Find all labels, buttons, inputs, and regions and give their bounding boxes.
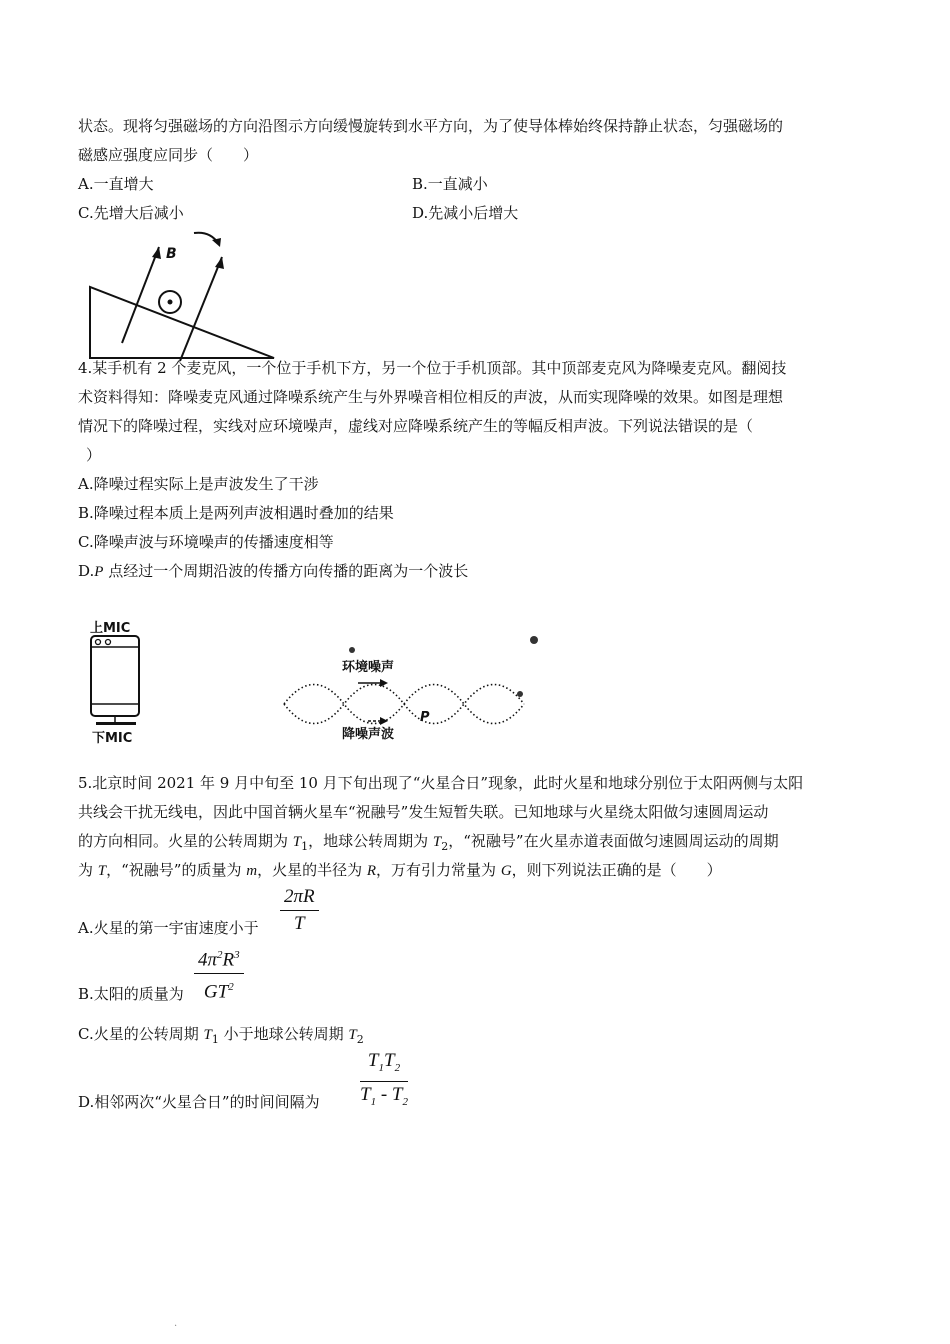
q3-option-d: D.先减小后增大 — [412, 204, 519, 222]
q5-stem-line2: 共线会干扰无线电，因此中国首辆火星车“祝融号”发生短暂失联。已知地球与火星绕太阳做匀速圆周运动 — [78, 803, 769, 821]
q5-option-c: C.火星的公转周期 $T_1$ 小于地球公转周期 $T_2$ — [78, 1025, 364, 1046]
bottom-mic-label: 下MIC — [92, 731, 133, 746]
top-mic-label: 上MIC — [90, 621, 131, 636]
q3-stem-line2: 磁感应强度应同步（ ） — [78, 146, 259, 164]
q3-stem-line1: 状态。现将匀强磁场的方向沿图示方向缓慢旋转到水平方向，为了使导体棒始终保持静止状态，匀强磁场的 — [78, 117, 784, 135]
q3-option-a: A.一直增大 — [78, 175, 154, 193]
point-p-label: P — [420, 710, 430, 725]
q5-option-d-fraction: $\frac{T_1T_2}{T_1 - T_2}$ — [360, 1050, 408, 1108]
q4-stem-line4: ） — [86, 446, 102, 464]
q4-option-c: C.降噪声波与环境噪声的传播速度相等 — [78, 533, 334, 551]
cancel-noise-label: 降噪声波 — [342, 727, 395, 742]
env-noise-label: 环境噪声 — [342, 660, 395, 675]
q4-stem-line1: 4.某手机有 2 个麦克风，一个位于手机下方，另一个位于手机顶部。其中顶部麦克风为降噪麦克风。翻阅技 — [78, 359, 787, 377]
q3-option-c: C.先增大后减小 — [78, 204, 184, 222]
q3-incline-figure — [82, 225, 282, 365]
q5-option-b-fraction: $\frac{4\pi^2R^3}{GT^2}$ — [194, 944, 244, 1004]
q4-option-d: D.P 点经过一个周期沿波的传播方向传播的距离为一个波长 — [78, 562, 469, 580]
q4-option-a: A.降噪过程实际上是声波发生了干涉 — [78, 475, 319, 493]
q5-stem-line3: 的方向相同。火星的公转周期为 $T_1$，地球公转周期为 $T_2$，“祝融号”在火星赤道表面做匀速圆周运动的周期 — [78, 832, 779, 853]
q5-option-d: D.相邻两次“火星合日”的时间间隔为 — [78, 1093, 320, 1111]
footer-mark: . — [174, 1318, 178, 1329]
q5-option-a: A.火星的第一宇宙速度小于 — [78, 919, 259, 937]
q4-wave-figure — [280, 628, 550, 746]
q4-phone-figure — [82, 592, 152, 748]
q5-option-b: B.太阳的质量为 — [78, 985, 184, 1003]
q4-stem-line3: 情况下的降噪过程，实线对应环境噪声，虚线对应降噪系统产生的等幅反相声波。下列说法错误的是（ — [78, 417, 754, 435]
q4-stem-line2: 术资料得知：降噪麦克风通过降噪系统产生与外界噪音相位相反的声波，从而实现降噪的效果。如图是理想 — [78, 388, 784, 406]
q3-option-b: B.一直减小 — [412, 175, 488, 193]
q3-field-label: B — [166, 246, 177, 262]
q5-stem-line1: 5.北京时间 2021 年 9 月中旬至 10 月下旬出现了“火星合日”现象，此时火星和地球分别位于太阳两侧与太阳 — [78, 774, 804, 792]
q4-option-b: B.降噪过程本质上是两列声波相遇时叠加的结果 — [78, 504, 394, 522]
q5-option-a-fraction: $\frac{2\pi R}{T}$ — [280, 886, 319, 935]
q5-stem-line4: 为 T，“祝融号”的质量为 m，火星的半径为 R，万有引力常量为 G，则下列说法正确的是（ ） — [78, 861, 722, 879]
